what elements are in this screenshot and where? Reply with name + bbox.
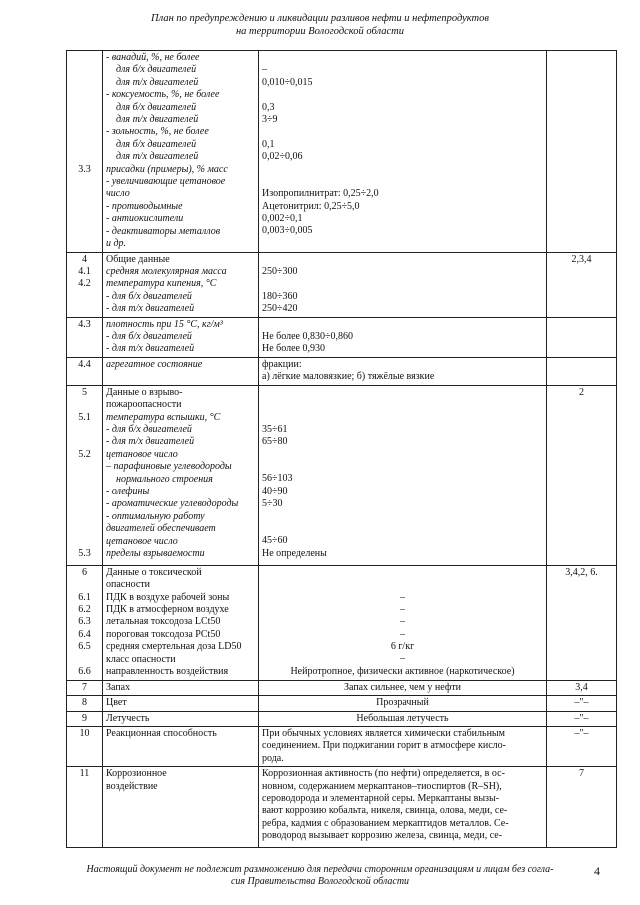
value-cell: Прозрачный xyxy=(259,696,547,711)
parameter-cell xyxy=(103,51,259,253)
value-line: 0,010÷0,015 xyxy=(262,76,313,88)
param-line: летальная токсодоза LCt50 xyxy=(106,616,221,628)
table-row xyxy=(67,726,617,766)
param-line: для б/х двигателей xyxy=(116,101,197,113)
reference-cell: 3,4,2, 6. xyxy=(547,565,617,680)
header-line-1: План по предупреждению и ликвидации разливов нефти и нефтепродуктов xyxy=(151,13,489,24)
header-line-2: на территории Вологодской области xyxy=(235,26,405,37)
param-line: ПДК в атмосферном воздухе xyxy=(106,603,229,615)
value-line xyxy=(262,238,543,250)
value-line: 40÷90 xyxy=(262,485,288,497)
row-number-cell xyxy=(67,51,103,253)
row-number: 3.3 xyxy=(78,163,91,175)
param-line: плотность при 15 °С, кг/м³ xyxy=(106,318,223,330)
reference-cell: 7 xyxy=(547,767,617,848)
value-line xyxy=(262,412,543,424)
value-cell xyxy=(259,51,547,253)
value-line: роводород вызывает коррозию железа, свинца, меди, се- xyxy=(262,830,503,842)
param-line: средняя смертельная доза LD50 xyxy=(106,641,242,653)
value-line: сероводорода и элементарной серы. Меркаптаны вызы- xyxy=(262,793,500,804)
row-number: 6.4 xyxy=(78,628,91,640)
param-line: - противодымные xyxy=(106,200,183,212)
value-line: 56÷103 xyxy=(262,473,293,485)
parameter-cell: Летучесть xyxy=(103,711,259,726)
row-number: 4.2 xyxy=(78,278,91,290)
page-header xyxy=(0,12,640,38)
row-number: 4.3 xyxy=(78,318,91,330)
param-line: - деактиваторы металлов xyxy=(106,225,221,237)
section-title: Данные о токсической xyxy=(106,566,202,578)
value-line xyxy=(262,523,543,535)
reference-cell: 2,3,4 xyxy=(547,252,617,317)
value-line: 65÷80 xyxy=(262,436,288,448)
reference-cell xyxy=(547,357,617,385)
value-line: Изопропилнитрат: 0,25÷2,0 xyxy=(262,188,379,200)
param-line: цетановое число xyxy=(106,448,178,460)
value-line: 5÷30 xyxy=(262,498,283,510)
param-line: - увеличивающие цетановое xyxy=(106,176,226,188)
param-line: - антиокислители xyxy=(106,213,184,225)
value-line xyxy=(262,387,543,399)
table-row xyxy=(67,711,617,726)
param-line: температура кипения, °С xyxy=(106,278,217,290)
value-line xyxy=(262,579,543,591)
value-line: Не более 0,830÷0,860 xyxy=(262,330,353,342)
parameter-cell xyxy=(103,385,259,565)
reference-cell xyxy=(547,317,617,357)
value-line: – xyxy=(400,603,405,615)
param-line: - олефины xyxy=(106,486,150,497)
row-number-cell xyxy=(67,385,103,565)
row-number: 10 xyxy=(67,726,103,766)
row-number: 8 xyxy=(67,696,103,711)
row-number: 5 xyxy=(82,386,87,398)
page-footer xyxy=(60,864,580,888)
row-number: 9 xyxy=(67,711,103,726)
row-number: 4.1 xyxy=(78,265,91,277)
value-cell xyxy=(259,385,547,565)
table-row xyxy=(67,357,617,385)
row-number: 6 xyxy=(82,566,87,578)
param-line: для т/х двигателей xyxy=(116,151,199,163)
param-line: - для б/х двигателей xyxy=(106,330,192,342)
table-row xyxy=(67,680,617,695)
param-line: ПДК в воздухе рабочей зоны xyxy=(106,591,230,603)
footer-line-2: сия Правительства Вологодской области xyxy=(230,876,410,887)
param-line: - для т/х двигателей xyxy=(106,343,195,355)
row-number: 11 xyxy=(67,767,103,848)
parameter-cell xyxy=(103,357,259,385)
row-number-cell xyxy=(67,252,103,317)
value-line xyxy=(262,126,543,138)
value-line xyxy=(262,449,543,461)
value-line: Не определены xyxy=(262,547,327,559)
parameter-cell: Запах xyxy=(103,680,259,695)
row-number: 7 xyxy=(67,680,103,695)
value-line: Коррозионная активность (по нефти) определяется, в ос- xyxy=(262,768,505,780)
param-line: направленность воздействия xyxy=(106,666,229,677)
reference-cell: –"– xyxy=(547,726,617,766)
table-row xyxy=(67,51,617,253)
value-line xyxy=(262,567,543,579)
parameter-cell: Цвет xyxy=(103,696,259,711)
parameter-cell xyxy=(103,767,259,848)
value-line: При обычных условиях является химически стабильным xyxy=(262,727,505,739)
table-row xyxy=(67,565,617,680)
row-number: 4 xyxy=(82,253,87,265)
value-line xyxy=(262,278,543,290)
properties-table xyxy=(66,50,617,848)
param-line: - ванадий, %, не более xyxy=(106,52,200,63)
table-row xyxy=(67,385,617,565)
value-line: – xyxy=(400,616,405,628)
value-line: Нейротропное, физически активное (наркотическое) xyxy=(290,665,515,677)
param-line: цетановое число xyxy=(106,535,178,547)
value-line: 6 г/кг xyxy=(390,641,415,653)
value-cell xyxy=(259,767,547,848)
value-line xyxy=(262,461,543,473)
value-line: 0,003÷0,005 xyxy=(262,225,313,237)
reference-cell xyxy=(547,51,617,253)
table-row xyxy=(67,252,617,317)
value-line xyxy=(262,319,543,331)
value-line: Не более 0,930 xyxy=(262,343,325,355)
table-row xyxy=(67,696,617,711)
value-cell: Запах сильнее, чем у нефти xyxy=(259,680,547,695)
param-line: - для т/х двигателей xyxy=(106,303,195,315)
param-line: - ароматические углеводороды xyxy=(106,498,239,510)
value-line: Ацетонитрил: 0,25÷5,0 xyxy=(262,200,360,212)
row-number: 6.3 xyxy=(78,616,91,628)
reference-cell: –"– xyxy=(547,696,617,711)
value-line: 180÷360 xyxy=(262,290,298,302)
value-cell xyxy=(259,726,547,766)
value-line: 0,3 xyxy=(262,101,275,113)
value-line: – xyxy=(400,628,405,640)
value-line: 250÷420 xyxy=(262,303,298,315)
table-row xyxy=(67,767,617,848)
param-line: температура вспышки, °С xyxy=(106,411,221,423)
value-line: 45÷60 xyxy=(262,535,288,547)
param-line: для т/х двигателей xyxy=(116,114,199,126)
value-line: 250÷300 xyxy=(262,265,298,277)
value-line: рода. xyxy=(262,752,284,764)
section-title: Общие данные xyxy=(106,253,170,265)
value-line: 0,1 xyxy=(262,138,275,150)
value-line xyxy=(262,399,543,411)
row-number: 5.3 xyxy=(78,547,91,559)
value-line xyxy=(262,254,543,266)
reference-cell: 3,4 xyxy=(547,680,617,695)
row-number: 6.2 xyxy=(78,603,91,615)
param-line: число xyxy=(106,188,130,200)
param-line: - для т/х двигателей xyxy=(106,436,195,448)
row-number: 6.5 xyxy=(78,641,91,653)
section-title: опасности xyxy=(106,579,150,591)
footer-line-1: Настоящий документ не подлежит размножению для передачи сторонним организациям и лицам без согла- xyxy=(86,864,554,875)
value-line: – xyxy=(400,591,405,603)
param-line: воздействие xyxy=(106,780,158,792)
value-line: ребра, кадмия с образованием меркаптидов металлов. Се- xyxy=(262,817,509,829)
param-line: - зольность, %, не более xyxy=(106,126,209,138)
param-line: пороговая токсодоза PCt50 xyxy=(106,628,221,640)
param-line: средняя молекулярная масса xyxy=(106,265,227,277)
param-line: – парафиновые углеводороды xyxy=(106,461,232,473)
param-line: Коррозионное xyxy=(106,768,167,780)
param-line: присадки (примеры), % масс xyxy=(106,163,228,175)
reference-cell: 2 xyxy=(547,385,617,565)
row-number: 5.2 xyxy=(78,448,91,460)
section-title: Данные о взрыво- xyxy=(106,386,183,398)
table-row xyxy=(67,317,617,357)
row-number: 5.1 xyxy=(78,411,91,423)
value-line xyxy=(262,164,543,176)
param-line: нормального строения xyxy=(116,473,213,485)
value-line: 3÷9 xyxy=(262,113,278,125)
param-line: двигателей обеспечивает xyxy=(106,523,216,535)
value-line: 35÷61 xyxy=(262,423,288,435)
value-line xyxy=(262,89,543,101)
value-cell xyxy=(259,252,547,317)
param-line: - коксуемость, %, не более xyxy=(106,89,220,101)
param-line: пределы взрываемости xyxy=(106,548,205,560)
param-line: класс опасности xyxy=(106,653,176,665)
value-cell xyxy=(259,357,547,385)
value-line: 0,02÷0,06 xyxy=(262,151,303,163)
value-cell xyxy=(259,317,547,357)
value-line: а) лёгкие маловязкие; б) тяжёлые вязкие xyxy=(262,371,435,383)
value-cell: Небольшая летучесть xyxy=(259,711,547,726)
section-title: пожароопасности xyxy=(106,399,182,411)
param-line: для б/х двигателей xyxy=(116,64,197,76)
row-number: 4.4 xyxy=(78,358,91,370)
parameter-cell xyxy=(103,317,259,357)
row-number-cell xyxy=(67,565,103,680)
param-line: для т/х двигателей xyxy=(116,76,199,88)
param-line: - для б/х двигателей xyxy=(106,290,192,302)
value-line: 0,002÷0,1 xyxy=(262,213,303,225)
page-number: 4 xyxy=(594,864,600,878)
row-number-cell xyxy=(67,317,103,357)
parameter-cell xyxy=(103,252,259,317)
param-line: и др. xyxy=(106,238,127,250)
param-line: для б/х двигателей xyxy=(116,138,197,150)
reference-cell: –"– xyxy=(547,711,617,726)
value-line: вают коррозию кобальта, никеля, свинца, олова, меди, се- xyxy=(262,805,508,817)
row-number-cell xyxy=(67,357,103,385)
parameter-cell xyxy=(103,565,259,680)
value-line: – xyxy=(400,653,405,665)
parameter-cell: Реакционная способность xyxy=(103,726,259,766)
param-line: агрегатное состояние xyxy=(106,358,203,370)
value-line: новном, содержанием меркаптанов–тиоспиртов (R–SH), xyxy=(262,780,502,792)
value-line: соединением. При поджигании горит в атмосфере кисло- xyxy=(262,740,506,752)
row-number: 6.6 xyxy=(78,665,91,677)
value-line xyxy=(262,511,543,523)
value-line: фракции: xyxy=(262,358,302,370)
value-cell xyxy=(259,565,547,680)
param-line: - для б/х двигателей xyxy=(106,423,192,435)
value-line xyxy=(262,52,543,64)
row-number: 6.1 xyxy=(78,591,91,603)
param-line: - оптимальную работу xyxy=(106,510,205,522)
value-line xyxy=(262,176,543,188)
value-line: – xyxy=(262,64,267,76)
